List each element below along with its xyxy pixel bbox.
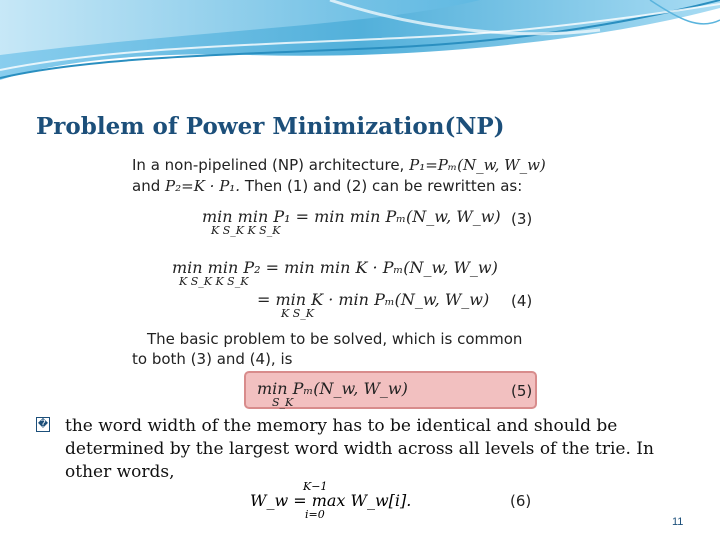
header-wave-decoration xyxy=(0,0,720,95)
equation-4a: min min P₂ = min min K · Pₘ(N_w, W_w) xyxy=(172,258,498,277)
equation-6-number: (6) xyxy=(510,492,532,510)
slide-title: Problem of Power Minimization(NP) xyxy=(36,113,505,140)
intro-line-1-text: In a non-pipelined (NP) architecture, xyxy=(132,156,405,174)
equation-4b-subscripts: K S_K xyxy=(281,307,314,320)
intro-line-2-math: P₂=K · P₁. xyxy=(165,177,241,195)
intro-line-2-and: and xyxy=(132,177,161,195)
basic-problem-line-1: The basic problem to be solved, which is common xyxy=(147,330,523,348)
page-number: 11 xyxy=(672,516,684,528)
equation-4b: = min K · min Pₘ(N_w, W_w) xyxy=(257,290,490,309)
bullet-text: the word width of the memory has to be identical and should be determined by the largest word width across all levels of the trie. In other words, xyxy=(65,416,654,482)
bullet-glyph-icon: � xyxy=(37,419,49,430)
intro-line-2-text: Then (1) and (2) can be rewritten as: xyxy=(244,177,523,195)
intro-line-1-math: P₁=Pₘ(N_w, W_w) xyxy=(409,156,546,174)
bullet-item xyxy=(36,415,676,484)
intro-line-1 xyxy=(132,156,546,174)
equation-4a-subscripts: K S_K K S_K xyxy=(179,275,249,288)
equation-6-subscript: i=0 xyxy=(305,508,325,521)
basic-problem-line-2: to both (3) and (4), is xyxy=(132,350,293,368)
equation-3-number: (3) xyxy=(511,210,533,228)
equation-5-subscript: S_K xyxy=(272,396,294,409)
equation-6: W_w = max W_w[i]. xyxy=(250,491,412,510)
equation-6-superscript: K−1 xyxy=(303,480,328,493)
equation-6-image xyxy=(240,480,538,522)
equation-3: min min P₁ = min min Pₘ(N_w, W_w) xyxy=(202,207,501,226)
intro-line-2 xyxy=(132,177,522,195)
equation-5-number: (5) xyxy=(511,382,533,400)
equation-4-number: (4) xyxy=(511,292,533,310)
equation-3-subscripts: K S_K K S_K xyxy=(211,224,281,237)
equations-image xyxy=(127,152,546,412)
equation-5: min Pₘ(N_w, W_w) xyxy=(257,379,408,398)
